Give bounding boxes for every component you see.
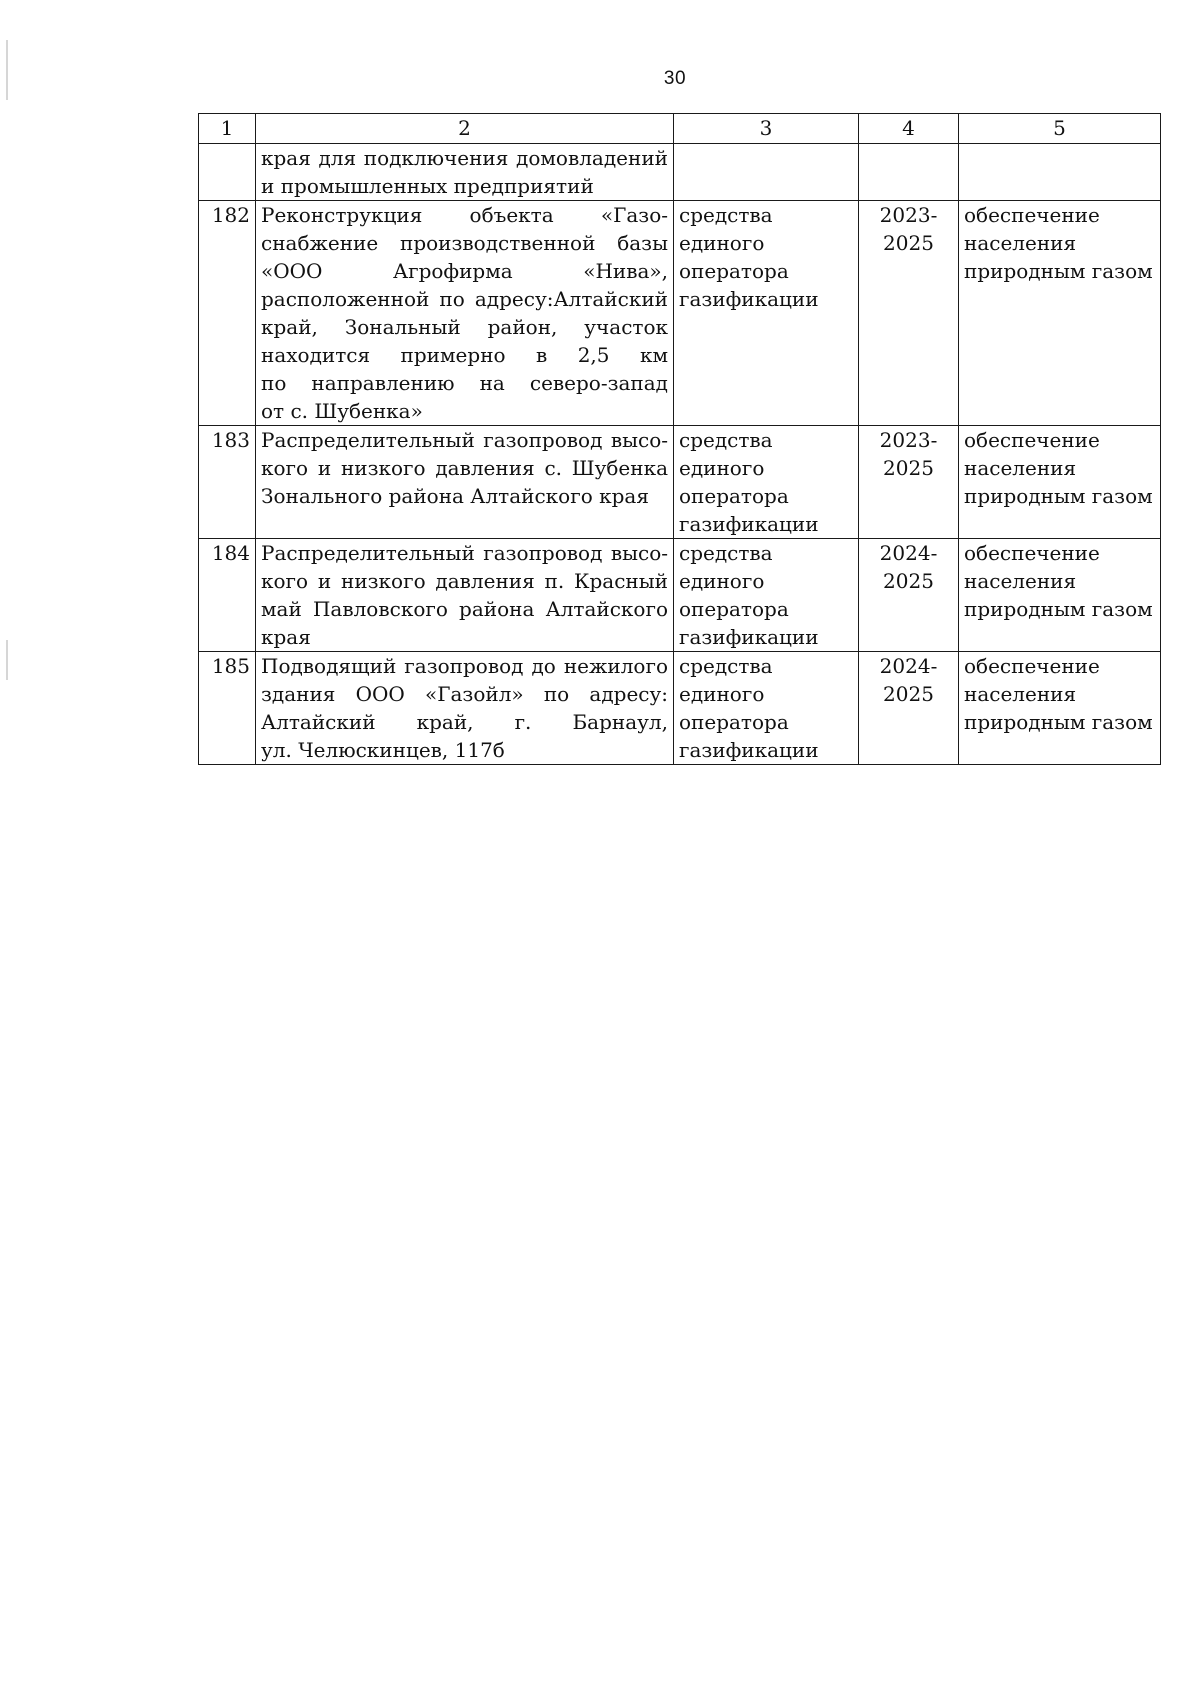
period-line: 2024- <box>879 654 938 678</box>
row-period <box>859 539 959 652</box>
row-source <box>674 539 859 652</box>
row-goal <box>959 539 1161 652</box>
row-description <box>256 539 674 652</box>
period-line: 2025 <box>883 569 934 593</box>
description-line: май Павловского района Алтайского <box>261 597 668 621</box>
description-line: края <box>261 625 311 649</box>
row-goal <box>959 426 1161 539</box>
row-goal <box>959 201 1161 426</box>
table-row <box>199 426 1161 539</box>
period-line: 2025 <box>883 682 934 706</box>
source-line: единого <box>679 231 765 255</box>
row-period <box>859 426 959 539</box>
source-line: средства <box>679 541 773 565</box>
row-description <box>256 201 674 426</box>
goal-line: обеспечение <box>964 428 1100 452</box>
table-row <box>199 539 1161 652</box>
goal-line: населения <box>964 569 1077 593</box>
source-line: средства <box>679 428 773 452</box>
description-line: находится примерно в 2,5 км <box>261 343 668 367</box>
description-line: Реконструкция объекта «Газо- <box>261 203 668 227</box>
description-line: края для подключения домовладений <box>261 146 668 170</box>
row-goal <box>959 652 1161 765</box>
goal-line: населения <box>964 456 1077 480</box>
scan-edge-mark <box>6 640 8 680</box>
source-line: средства <box>679 654 773 678</box>
document-table <box>198 113 1161 765</box>
source-line: средства <box>679 203 773 227</box>
description-line: Распределительный газопровод высо- <box>261 428 668 452</box>
source-line: оператора <box>679 597 789 621</box>
description-line: край, Зональный район, участок <box>261 315 668 339</box>
description-line: «ООО Агрофирма «Нива», <box>261 259 668 283</box>
row-number <box>199 144 256 201</box>
row-source <box>674 144 859 201</box>
description-line: Зонального района Алтайского края <box>261 484 649 508</box>
row-period <box>859 144 959 201</box>
description-line: Подводящий газопровод до нежилого <box>261 654 668 678</box>
description-line: снабжение производственной базы <box>261 231 668 255</box>
description-line: кого и низкого давления с. Шубенка <box>261 456 668 480</box>
source-line: оператора <box>679 484 789 508</box>
row-number: 185 <box>199 652 256 765</box>
source-line: газификации <box>679 738 819 762</box>
description-line: Распределительный газопровод высо- <box>261 541 668 565</box>
description-line: ул. Челюскинцев, 117б <box>261 738 505 762</box>
table-row <box>199 201 1161 426</box>
row-description <box>256 652 674 765</box>
page-number: 30 <box>663 68 687 89</box>
row-goal <box>959 144 1161 201</box>
source-line: единого <box>679 456 765 480</box>
table-header-row <box>199 114 1161 144</box>
column-header: 3 <box>674 114 859 144</box>
row-period <box>859 652 959 765</box>
description-line: Алтайский край, г. Барнаул, <box>261 710 668 734</box>
source-line: газификации <box>679 512 819 536</box>
goal-line: природным газом <box>964 597 1153 621</box>
goal-line: населения <box>964 682 1077 706</box>
column-header: 5 <box>959 114 1161 144</box>
description-line: кого и низкого давления п. Красный <box>261 569 668 593</box>
column-header: 2 <box>256 114 674 144</box>
table-row <box>199 652 1161 765</box>
row-number: 182 <box>199 201 256 426</box>
row-source <box>674 201 859 426</box>
row-description <box>256 426 674 539</box>
description-line: по направлению на северо-запад <box>261 371 668 395</box>
goal-line: природным газом <box>964 484 1153 508</box>
period-line: 2025 <box>883 231 934 255</box>
goal-line: населения <box>964 231 1077 255</box>
goal-line: природным газом <box>964 259 1153 283</box>
description-line: здания ООО «Газойл» по адресу: <box>261 682 668 706</box>
source-line: оператора <box>679 710 789 734</box>
description-line: расположенной по адресу:Алтайский <box>261 287 668 311</box>
column-header: 4 <box>859 114 959 144</box>
period-line: 2023- <box>879 203 938 227</box>
goal-line: обеспечение <box>964 541 1100 565</box>
row-description <box>256 144 674 201</box>
table-row-continuation <box>199 144 1161 201</box>
period-line: 2025 <box>883 456 934 480</box>
source-line: оператора <box>679 259 789 283</box>
source-line: единого <box>679 569 765 593</box>
source-line: единого <box>679 682 765 706</box>
period-line: 2024- <box>879 541 938 565</box>
source-line: газификации <box>679 287 819 311</box>
goal-line: природным газом <box>964 710 1153 734</box>
row-number: 184 <box>199 539 256 652</box>
description-line: и промышленных предприятий <box>261 174 594 198</box>
source-line: газификации <box>679 625 819 649</box>
row-number: 183 <box>199 426 256 539</box>
row-source <box>674 426 859 539</box>
period-line: 2023- <box>879 428 938 452</box>
goal-line: обеспечение <box>964 654 1100 678</box>
goal-line: обеспечение <box>964 203 1100 227</box>
description-line: от с. Шубенка» <box>261 399 423 423</box>
row-period <box>859 201 959 426</box>
column-header: 1 <box>199 114 256 144</box>
row-source <box>674 652 859 765</box>
